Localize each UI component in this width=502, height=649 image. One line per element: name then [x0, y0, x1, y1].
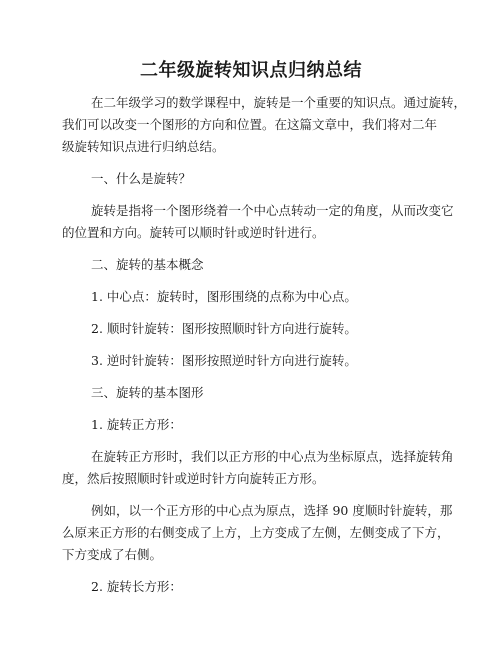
intro-line-2: 我们可以改变一个图形的方向和位置。在这篇文章中，我们将对二年 [62, 117, 438, 132]
section-3-sub-1-heading: 1. 旋转正方形： [91, 417, 182, 432]
section-3-sub-1-p1-line-1: 在旋转正方形时，我们以正方形的中心点为坐标原点，选择旋转角 [91, 449, 454, 464]
section-3-sub-1-p2-line-3: 下方变成了右侧。 [62, 547, 163, 562]
section-2-item-2: 2. 顺时针旋转：图形按照顺时针方向进行旋转。 [91, 321, 357, 336]
section-2-item-3: 3. 逆时针旋转：图形按照逆时针方向进行旋转。 [91, 353, 357, 368]
section-1-paragraph-line-2: 的位置和方向。旋转可以顺时针或逆时针进行。 [62, 225, 325, 240]
section-2-item-1: 1. 中心点：旋转时，图形围绕的点称为中心点。 [91, 289, 357, 304]
section-2-heading: 二、旋转的基本概念 [91, 257, 204, 272]
intro-line-3: 级旋转知识点进行归纳总结。 [62, 139, 225, 154]
intro-line-1: 在二年级学习的数学课程中，旋转是一个重要的知识点。通过旋转， [91, 95, 467, 110]
section-3-sub-2-heading: 2. 旋转长方形： [91, 579, 182, 594]
section-1-paragraph-line-1: 旋转是指将一个图形绕着一个中心点转动一定的角度，从而改变它 [91, 203, 454, 218]
section-3-sub-1-p2-line-2: 么原来正方形的右侧变成了上方，上方变成了左侧，左侧变成了下方， [62, 525, 450, 540]
document-title: 二年级旋转知识点归纳总结 [140, 60, 362, 81]
section-3-heading: 三、旋转的基本图形 [91, 385, 204, 400]
section-3-sub-1-p2-line-1: 例如，以一个正方形的中心点为原点，选择 90 度顺时针旋转，那 [91, 503, 453, 518]
section-3-sub-1-p1-line-2: 度，然后按照顺时针或逆时针方向旋转正方形。 [62, 471, 325, 486]
section-1-heading: 一、什么是旋转？ [91, 171, 192, 186]
